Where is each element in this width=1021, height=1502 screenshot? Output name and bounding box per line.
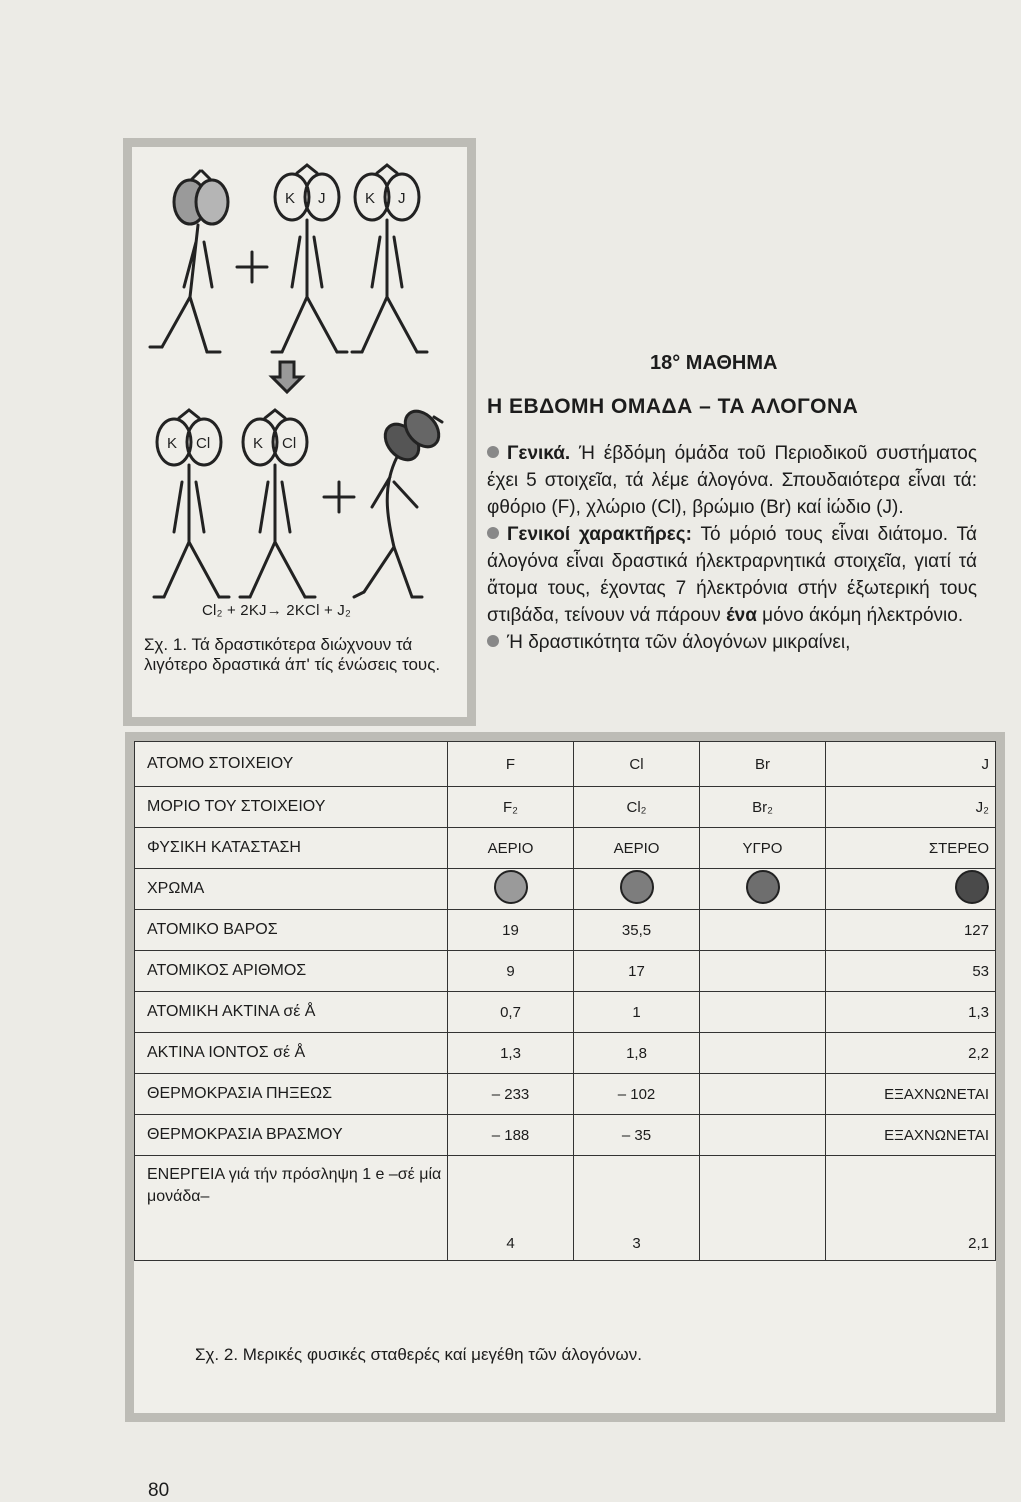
kcl2-cl: Cl (282, 435, 297, 452)
bullet-icon (487, 527, 499, 539)
cell-br: Br₂ (700, 787, 826, 828)
table-row (135, 992, 996, 1033)
table-row (135, 742, 996, 787)
row-label: ΘΕΡΜΟΚΡΑΣΙΑ ΒΡΑΣΜΟΥ (135, 1115, 448, 1156)
row-label: ΧΡΩΜΑ (135, 869, 448, 910)
table-row (135, 828, 996, 869)
cell-br (700, 1156, 826, 1261)
table-row (135, 787, 996, 828)
cell-j: ΕΞΑΧΝΩΝΕΤΑΙ (826, 1074, 996, 1115)
table-row (135, 910, 996, 951)
paragraph-characteristics-text-b: μόνο άκόμη ήλεκτρόνιο. (756, 605, 964, 626)
cell-f: ΑΕΡΙΟ (448, 828, 574, 869)
kcl-figure-2 (240, 410, 315, 597)
lesson-body (487, 440, 977, 656)
kcl-figure-1 (154, 410, 229, 597)
arrow-down-icon (272, 362, 302, 392)
row-label: ΑΤΟΜΟ ΣΤΟΙΧΕΙΟΥ (135, 742, 448, 787)
cell-cl: 1,8 (574, 1033, 700, 1074)
table-row (135, 1074, 996, 1115)
paragraph-characteristics-text-a: Τό μόριό τους εἶναι διάτομο. Τά άλογόνα εἶναι δραστικά ήλεκτραρνητικά στοιχεῖα, γιατί τά ἄτομα τους, έχοντας 7 ήλεκτρόνια στήν έξωτερική τους στιβάδα, τείνουν νά πάρουν (487, 524, 978, 626)
table-row (135, 951, 996, 992)
figure-1-caption: Σχ. 1. Τά δραστικότερα διώχνουν τά λιγότερο δραστικά άπ' τίς ένώσεις τους. (144, 635, 441, 674)
bullet-icon (487, 635, 499, 647)
row-label: ΑΤΟΜΙΚΟΣ ΑΡΙΘΜΟΣ (135, 951, 448, 992)
cell-cl: 3 (574, 1156, 700, 1261)
cell-f: 1,3 (448, 1033, 574, 1074)
kcl2-k: K (253, 435, 264, 452)
cell-f: – 233 (448, 1074, 574, 1115)
cell-br (700, 1074, 826, 1115)
paragraph-general (487, 440, 977, 521)
cell-br (700, 992, 826, 1033)
paragraph-characteristics-bold: ένα (726, 605, 757, 626)
bullet-icon (487, 446, 499, 458)
cell-br: ΥΓΡΟ (700, 828, 826, 869)
cell-j (826, 869, 996, 910)
cell-br (700, 869, 826, 910)
reaction-equation: Cl₂ + 2KJ→ 2KCl + J₂ (202, 602, 352, 619)
table-row (135, 1115, 996, 1156)
cell-cl: – 102 (574, 1074, 700, 1115)
color-swatch-f (494, 870, 528, 904)
cell-j: J (826, 742, 996, 787)
cell-br (700, 910, 826, 951)
kcl1-cl: Cl (196, 435, 211, 452)
figure-1 (123, 138, 476, 726)
kj-figure-1 (272, 165, 347, 352)
figure-2-caption: Σχ. 2. Μερικές φυσικές σταθερές καί μεγέθη τῶν άλογόνων. (195, 1345, 642, 1364)
paragraph-reactivity (487, 629, 977, 656)
chlorine-figure (150, 171, 228, 352)
cell-cl: ΑΕΡΙΟ (574, 828, 700, 869)
kcl1-k: K (167, 435, 178, 452)
paragraph-general-heading: Γενικά. (507, 443, 571, 464)
cell-cl: 1 (574, 992, 700, 1033)
cell-f: F₂ (448, 787, 574, 828)
figure-1-drawing (132, 147, 467, 717)
cell-f: 19 (448, 910, 574, 951)
cell-j: J₂ (826, 787, 996, 828)
color-swatch-br (746, 870, 780, 904)
page-number: 80 (148, 1480, 170, 1501)
lesson-title: Η ΕΒΔΟΜΗ ΟΜΑΔΑ – ΤΑ ΑΛΟΓΟΝΑ (487, 395, 859, 418)
table-row (135, 869, 996, 910)
kj1-j: J (318, 190, 326, 207)
cell-j: 53 (826, 951, 996, 992)
kj-figure-2 (352, 165, 427, 352)
properties-table (134, 741, 996, 1261)
color-swatch-cl (620, 870, 654, 904)
cell-br (700, 1115, 826, 1156)
kj2-k: K (365, 190, 376, 207)
cell-br (700, 1033, 826, 1074)
cell-f: 0,7 (448, 992, 574, 1033)
cell-br (700, 951, 826, 992)
cell-f: 9 (448, 951, 574, 992)
halogen-properties-table (125, 732, 1005, 1422)
cell-cl (574, 869, 700, 910)
row-label: ΕΝΕΡΓΕΙΑ γιά τήν πρόσληψη 1 e –σέ μία μονάδα– (135, 1156, 448, 1261)
paragraph-general-text: Ή έβδόμη όμάδα τοῦ Περιοδικοῦ συστήματος έχει 5 στοιχεῖα, τά λέμε άλογόνα. Σπουδαιότερα εἶναι τά: φθόριο (F), χλώριο (Cl), βρώμιο (Br) καί ἰώδιο (J). (487, 443, 977, 518)
table-row (135, 1156, 996, 1261)
cell-j: ΣΤΕΡΕΟ (826, 828, 996, 869)
cell-f: F (448, 742, 574, 787)
cell-j: 1,3 (826, 992, 996, 1033)
cell-cl: 35,5 (574, 910, 700, 951)
paragraph-reactivity-text: Ή δραστικότητα τῶν άλογόνων μικραίνει, (507, 632, 851, 653)
row-label: ΑΤΟΜΙΚΟ ΒΑΡΟΣ (135, 910, 448, 951)
kj2-j: J (398, 190, 406, 207)
row-label: ΦΥΣΙΚΗ ΚΑΤΑΣΤΑΣΗ (135, 828, 448, 869)
cell-br: Br (700, 742, 826, 787)
row-label: ΘΕΡΜΟΚΡΑΣΙΑ ΠΗΞΕΩΣ (135, 1074, 448, 1115)
cell-j: 2,1 (826, 1156, 996, 1261)
cell-cl: – 35 (574, 1115, 700, 1156)
cell-cl: 17 (574, 951, 700, 992)
cell-f: 4 (448, 1156, 574, 1261)
cell-cl: Cl₂ (574, 787, 700, 828)
lesson-number: 18° ΜΑΘΗΜΑ (650, 352, 778, 374)
row-label: ΜΟΡΙΟ ΤΟΥ ΣΤΟΙΧΕΙΟΥ (135, 787, 448, 828)
cell-f: – 188 (448, 1115, 574, 1156)
paragraph-characteristics-heading: Γενικοί χαρακτῆρες: (507, 524, 692, 545)
cell-cl: Cl (574, 742, 700, 787)
iodine-figure (354, 405, 446, 597)
cell-f (448, 869, 574, 910)
color-swatch-j (955, 870, 989, 904)
row-label: ΑΚΤΙΝΑ ΙΟΝΤΟΣ σέ Å (135, 1033, 448, 1074)
paragraph-characteristics (487, 521, 977, 629)
row-label: ΑΤΟΜΙΚΗ ΑΚΤΙΝΑ σέ Å (135, 992, 448, 1033)
table-row (135, 1033, 996, 1074)
kj1-k: K (285, 190, 296, 207)
cell-j: ΕΞΑΧΝΩΝΕΤΑΙ (826, 1115, 996, 1156)
cell-j: 127 (826, 910, 996, 951)
cell-j: 2,2 (826, 1033, 996, 1074)
